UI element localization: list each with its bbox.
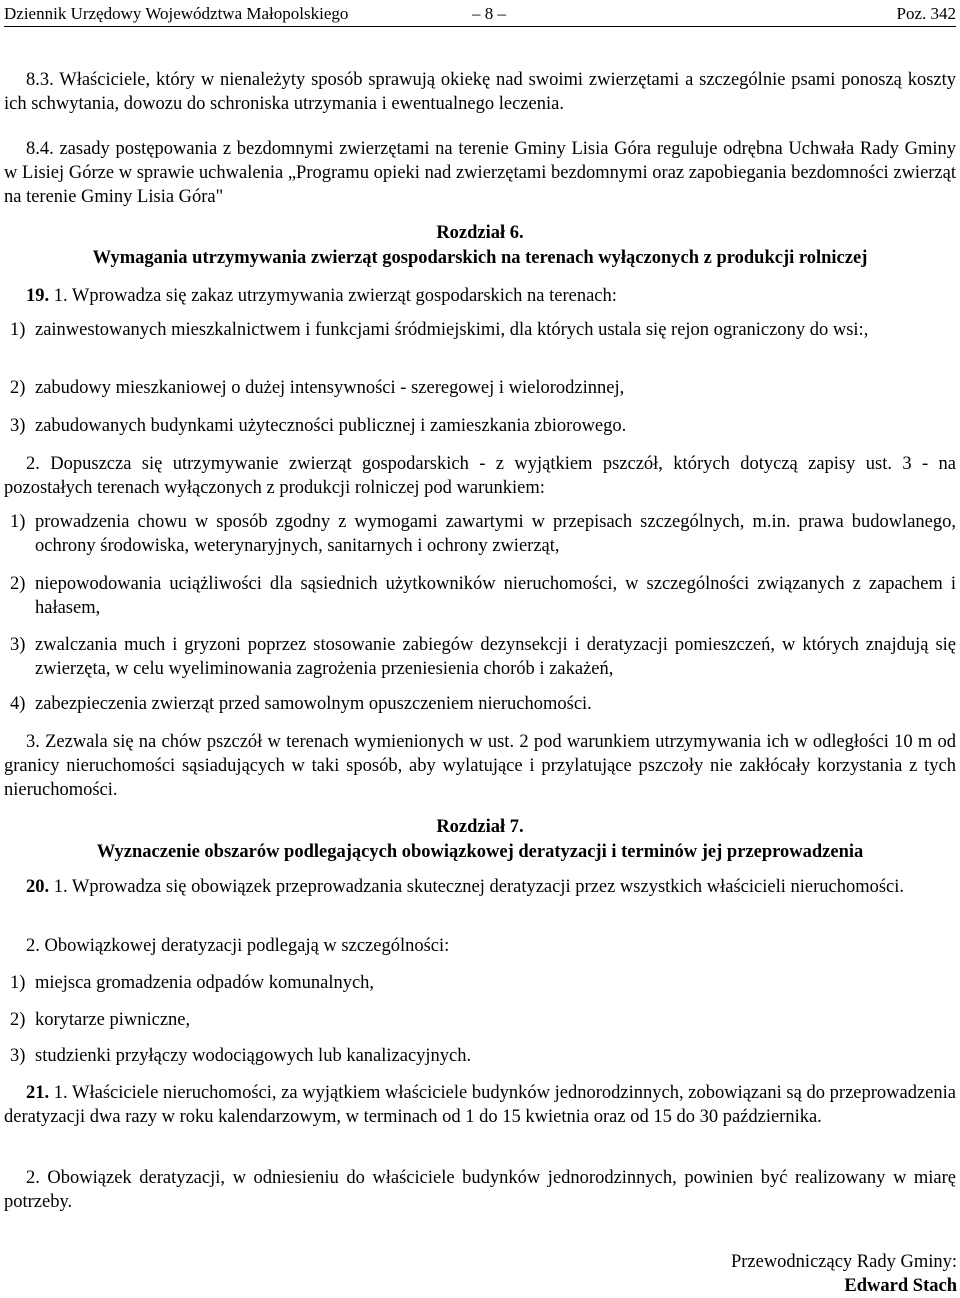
list-item-text: zainwestowanych mieszkalnictwem i funkcjami śródmiejskimi, dla których ustala się rejon ograniczony do wsi:, [35, 320, 869, 340]
section-19-para-1 [4, 284, 956, 308]
list-item-text: niepowodowania uciążliwości dla sąsiednich użytkowników nieruchomości, w szczególności związanych z zapachem i hałasem, [35, 574, 956, 618]
list-item-text: studzienki przyłączy wodociągowych lub kanalizacyjnych. [35, 1046, 472, 1066]
section-19-para-3: 3. Zezwala się na chów pszczół w terenach wymienionych w ust. 2 pod warunkiem utrzymywania ich w odległości 10 m od granicy nieruchomości sąsiadujących w taki sposób, aby wylatujące i przylatujące pszczoły nie zakłócały korzystania z tych nieruchomości. [4, 732, 956, 800]
page-number: – 8 – [472, 4, 506, 23]
signature-role: Przewodniczący Rady Gminy: [730, 1252, 957, 1272]
list-item [4, 318, 956, 342]
list-item-number: 4) [10, 694, 26, 714]
list-item-number: 3) [10, 635, 26, 655]
list-item [4, 633, 956, 681]
chapter-7-title: Wyznaczenie obszarów podlegających obowiązkowej deratyzacji i terminów jej przeprowadzenia [96, 842, 864, 862]
section-21-para-1-text: 1. Właściciele nieruchomości, za wyjątkiem właściciele budynków jednorodzinnych, zobowiązani są do przeprowadzenia deratyzacji dwa razy w roku kalendarzowym, w terminach od 1 do 15 kwietnia oraz od 15 do 30 października. [4, 1083, 956, 1127]
list-item-text: prowadzenia chowu w sposób zgodny z wymogami zawartymi w przepisach szczególnych, m.in. prawa budowlanego, ochrony środowiska, weterynaryjnych, sanitarnych i ochrony zwierząt, [35, 512, 956, 556]
list-item [4, 510, 956, 558]
section-21-para-1 [4, 1081, 956, 1129]
list-item [4, 1044, 956, 1068]
section-20-para-2: 2. Obowiązkowej deratyzacji podlegają w szczególności: [26, 936, 450, 956]
list-item [4, 414, 956, 438]
list-item-number: 2) [10, 574, 26, 594]
page-header [4, 2, 956, 28]
journal-title: Dziennik Urzędowy Województwa Małopolskiego [4, 4, 349, 23]
section-19-para-1-text: 1. Wprowadza się zakaz utrzymywania zwierząt gospodarskich na terenach: [53, 286, 617, 306]
list-item-number: 1) [10, 512, 26, 532]
section-20-para-1-text: 1. Wprowadza się obowiązek przeprowadzania skutecznej deratyzacji przez wszystkich właścicieli nieruchomości. [53, 877, 905, 897]
list-item-number: 1) [10, 973, 26, 993]
signature-name: Edward Stach [844, 1276, 957, 1296]
paragraph-8-3: 8.3. Właściciele, który w nienależyty sposób sprawują okiekę nad swoimi zwierzętami a szczególnie psami ponoszą koszty ich schwytania, dowozu do schroniska utrzymania i ewentualnego leczenia. [4, 70, 956, 114]
header-rule [4, 26, 956, 27]
list-item [4, 692, 956, 716]
chapter-7-label: Rozdział 7. [436, 817, 524, 837]
list-item [4, 572, 956, 620]
list-item-text: zabudowy mieszkaniowej o dużej intensywności - szeregowej i wielorodzinnej, [35, 378, 625, 398]
section-19-number: 19. [26, 286, 50, 306]
list-item-number: 3) [10, 1046, 26, 1066]
list-item-text: miejsca gromadzenia odpadów komunalnych, [35, 973, 375, 993]
list-item-number: 1) [10, 320, 26, 340]
list-item-number: 2) [10, 1010, 26, 1030]
list-item-text: zabezpieczenia zwierząt przed samowolnym opuszczeniem nieruchomości. [35, 694, 592, 714]
chapter-6-title: Wymagania utrzymywania zwierząt gospodarskich na terenach wyłączonych z produkcji rolniczej [92, 248, 868, 268]
list-item-number: 3) [10, 416, 26, 436]
section-19-para-2: 2. Dopuszcza się utrzymywanie zwierząt gospodarskich - z wyjątkiem pszczół, których dotyczą zapisy ust. 3 - na pozostałych terenach wyłączonych z produkcji rolniczej pod warunkiem: [4, 454, 956, 498]
list-item-number: 2) [10, 378, 26, 398]
paragraph-8-4: 8.4. zasady postępowania z bezdomnymi zwierzętami na terenie Gminy Lisia Góra reguluje odrębna Uchwała Rady Gminy w Lisiej Górze w sprawie uchwalenia „Programu opieki nad zwierzętami bezdomnymi oraz zapobiegania bezdomności zwierząt na terenie Gminy Lisia Góra" [4, 139, 956, 207]
position-number: Poz. 342 [896, 4, 956, 23]
list-item [4, 376, 956, 400]
list-item-text: zabudowanych budynkami użyteczności publicznej i zamieszkania zbiorowego. [35, 416, 627, 436]
section-21-para-2: 2. Obowiązek deratyzacji, w odniesieniu do właściciele budynków jednorodzinnych, powinien być realizowany w miarę potrzeby. [4, 1168, 956, 1212]
list-item-text: korytarze piwniczne, [35, 1010, 191, 1030]
section-20-number: 20. [26, 877, 50, 897]
chapter-6-label: Rozdział 6. [436, 223, 524, 243]
list-item [4, 971, 956, 995]
section-20-para-1 [4, 875, 956, 899]
list-item-text: zwalczania much i gryzoni poprzez stosowanie zabiegów dezynsekcji i deratyzacji pomieszczeń, w których znajdują się zwierzęta, w celu wyeliminowania zagrożenia przeniesienia chorób i zakażeń, [35, 635, 956, 679]
section-21-number: 21. [26, 1083, 50, 1103]
list-item [4, 1008, 956, 1032]
